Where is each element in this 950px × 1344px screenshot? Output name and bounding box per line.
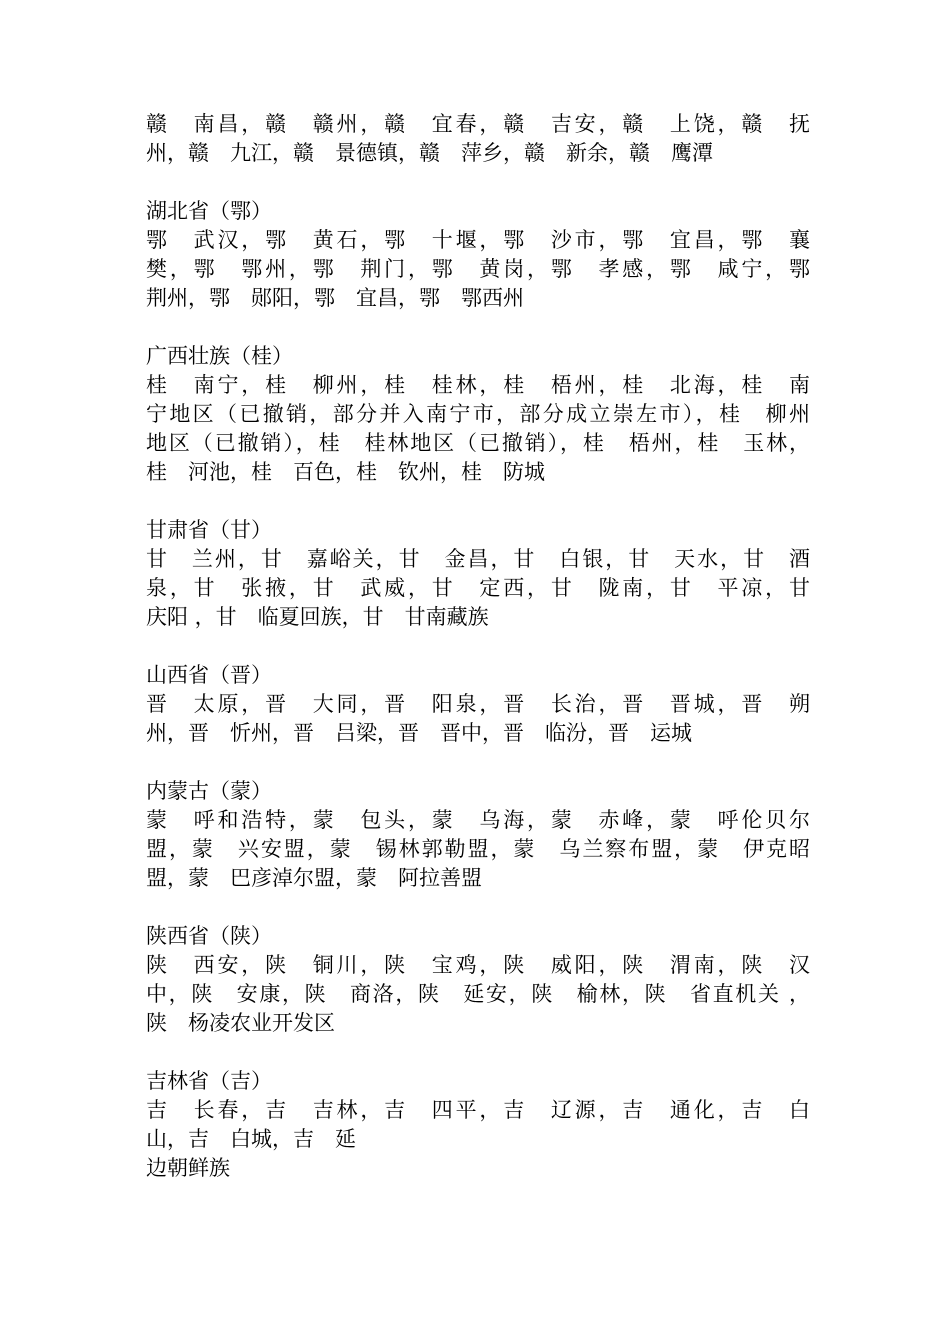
text-line: 荆州，鄂 郧阳，鄂 宜昌，鄂 鄂西州 (146, 286, 524, 310)
text-line: 鄂 武汉，鄂 黄石，鄂 十堰，鄂 沙市，鄂 宜昌，鄂 襄 (146, 228, 810, 252)
text-line: 蒙 呼和浩特，蒙 包头，蒙 乌海，蒙 赤峰，蒙 呼伦贝尔 (146, 808, 810, 832)
section-shanxi (146, 661, 810, 748)
text-line: 地区（已撤销），桂 桂林地区（已撤销），桂 梧州，桂 玉林， (146, 431, 810, 455)
text-line: 桂 南宁，桂 柳州，桂 桂林，桂 梧州，桂 北海，桂 南 (146, 373, 810, 397)
section-title: 甘肃省（甘） (146, 518, 272, 542)
section-title: 广西壮族（桂） (146, 344, 293, 368)
text-line: 边朝鲜族 (146, 1156, 230, 1180)
section-jiangxi (146, 110, 810, 168)
text-line: 甘 兰州，甘 嘉峪关，甘 金昌，甘 白银，甘 天水，甘 酒 (146, 547, 810, 571)
text-line: 盟，蒙 巴彦淖尔盟，蒙 阿拉善盟 (146, 866, 482, 890)
section-shaanxi (146, 922, 810, 1038)
text-line: 庆阳 ，甘 临夏回族，甘 甘南藏族 (146, 605, 489, 629)
text-line: 州，晋 忻州，晋 吕梁，晋 晋中，晋 临汾，晋 运城 (146, 721, 692, 745)
section-jilin (146, 1067, 810, 1183)
text-line: 赣 南昌，赣 赣州，赣 宜春，赣 吉安，赣 上饶，赣 抚 (146, 112, 810, 136)
text-line: 中，陕 安康，陕 商洛，陕 延安，陕 榆林，陕 省直机关 ， (146, 982, 810, 1006)
section-neimenggu (146, 777, 810, 893)
text-line: 吉 长春，吉 吉林，吉 四平，吉 辽源，吉 通化，吉 白 (146, 1098, 810, 1122)
section-title: 山西省（晋） (146, 663, 272, 687)
text-line: 陕 西安，陕 铜川，陕 宝鸡，陕 威阳，陕 渭南，陕 汉 (146, 953, 810, 977)
section-guangxi (146, 342, 810, 487)
text-line: 泉，甘 张掖，甘 武威，甘 定西，甘 陇南，甘 平凉，甘 (146, 576, 810, 600)
section-gansu (146, 516, 810, 632)
section-hubei (146, 197, 810, 313)
text-line: 宁地区（已撤销，部分并入南宁市，部分成立崇左市），桂 柳州 (146, 402, 810, 426)
text-line: 州，赣 九江，赣 景德镇，赣 萍乡，赣 新余，赣 鹰潭 (146, 141, 713, 165)
text-line: 樊，鄂 鄂州，鄂 荆门，鄂 黄岗，鄂 孝感，鄂 咸宁，鄂 (146, 257, 810, 281)
section-title: 内蒙古（蒙） (146, 779, 272, 803)
text-line: 晋 太原，晋 大同，晋 阳泉，晋 长治，晋 晋城，晋 朔 (146, 692, 810, 716)
text-line: 桂 河池，桂 百色，桂 钦州，桂 防城 (146, 460, 545, 484)
text-line: 盟，蒙 兴安盟，蒙 锡林郭勒盟，蒙 乌兰察布盟，蒙 伊克昭 (146, 837, 810, 861)
section-title: 陕西省（陕） (146, 924, 272, 948)
text-line: 山，吉 白城，吉 延 (146, 1127, 356, 1151)
text-line: 陕 杨凌农业开发区 (146, 1011, 335, 1035)
section-title: 湖北省（鄂） (146, 199, 272, 223)
document-page (146, 110, 810, 1212)
section-title: 吉林省（吉） (146, 1069, 272, 1093)
